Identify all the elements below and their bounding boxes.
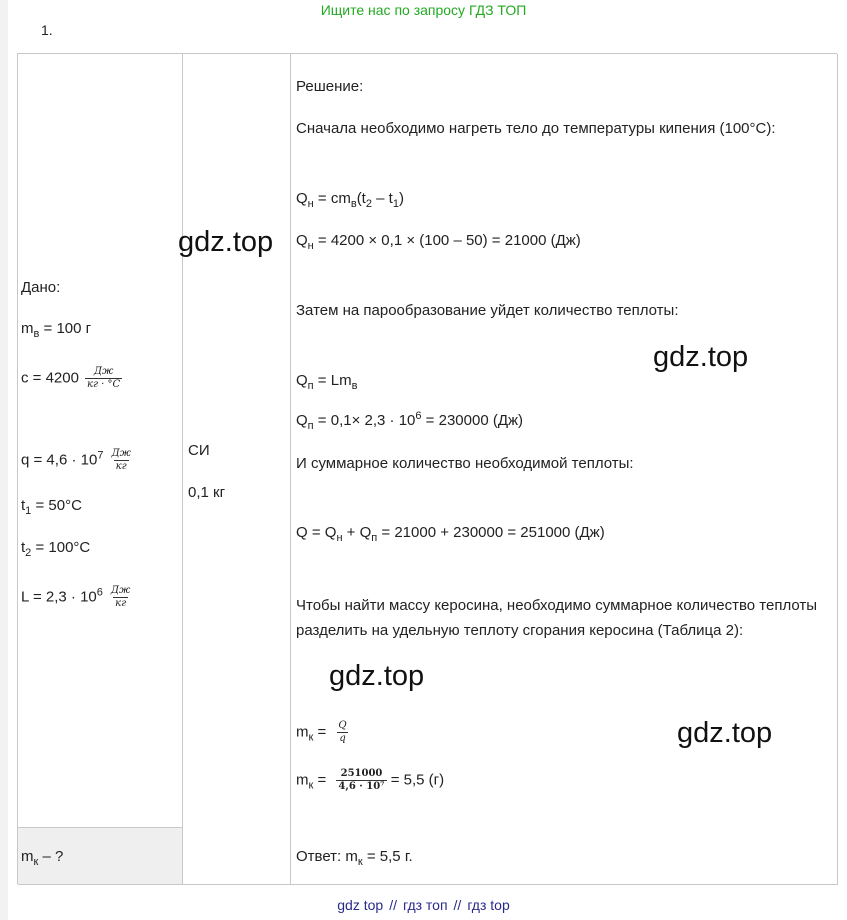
fraction: $\frac{Дж}{кг \cdot ^\circ C}$ — [86, 366, 121, 390]
find-unknown: $m_к$ – ? — [21, 848, 64, 868]
solution-cell — [291, 54, 838, 885]
footer-separator: // — [389, 897, 397, 913]
fraction: $\frac{Дж}{кг}$ — [111, 448, 131, 472]
watermark: gdz.top — [677, 717, 773, 749]
given-t1: $t_1 = 50^\circ C$ — [21, 497, 82, 517]
find-cell — [18, 828, 183, 885]
solution-step1: Сначала необходимо нагреть тело до температуры кипения (100°C): — [296, 120, 776, 137]
footer-links — [0, 897, 847, 913]
given-water-mass: $m_в = 100$ г — [21, 320, 92, 340]
fraction: $\frac{251000}{\text{4,6 · 10⁷}}$ — [338, 768, 385, 792]
formula-total-heat: $Q = Q_н + Q_п = 21000 + 230000 = 251000$ (Дж) — [296, 524, 605, 544]
given-t2: $t_2 = 100^\circ C$ — [21, 539, 91, 559]
formula-heating-value: $Q_н = 4200 \times 0,1 \times (100 - 50) = 21000$ (Дж) — [296, 232, 581, 252]
si-title: СИ — [188, 442, 210, 459]
item-number: 1. — [41, 22, 53, 38]
given-title: Дано: — [21, 279, 61, 296]
given-latent-heat: $L = 2,3 \cdot 10^6$ $\frac{Дж}{кг}$ — [21, 585, 131, 609]
fraction: $\frac{Q}{q}$ — [338, 720, 347, 744]
formula-vaporization-value: $Q_п = 0,1\times 2,3 \cdot 10^6 = 230000$ (Дж) — [296, 410, 524, 432]
fraction: $\frac{Дж}{кг}$ — [110, 585, 131, 609]
solution-title: Решение: — [296, 78, 364, 95]
footer-separator: // — [453, 897, 462, 913]
si-value: 0,1 кг — [188, 484, 226, 501]
given-heat-of-vaporization: $q = 4,6 \cdot 10^7$ $\frac{Дж}{кг}$ — [21, 448, 131, 472]
footer-link-gdz-top[interactable]: gdz top — [337, 897, 384, 913]
top-banner[interactable]: Ищите нас по запросу ГДЗ ТОП — [320, 2, 527, 18]
solution-step3: И суммарное количество необходимой теплоты: — [296, 455, 634, 472]
formula-mass-value: $m_к$ = $\frac{251000}{\text{4,6 · 10⁷}}$ = 5,5 (г) — [296, 768, 445, 792]
left-strip — [0, 0, 8, 920]
given-cell — [18, 54, 183, 828]
watermark: gdz.top — [653, 341, 749, 373]
footer-link-gdz-top-ru[interactable]: гдз топ — [402, 897, 448, 913]
solution-answer: Ответ: $m_к = 5,5$ г. — [296, 848, 413, 868]
given-specific-heat: c = 4200 $\frac{Дж}{кг \cdot ^\circ C}$ — [21, 366, 121, 390]
formula-heating-general: $Q_н = cm_в(t_2 - t_1)$ — [296, 190, 404, 210]
solution-step2: Затем на парообразование уйдет количество теплоты: — [296, 302, 679, 319]
formula-mass-general: $m_к$ = $\frac{Q}{q}$ — [296, 720, 347, 744]
watermark: gdz.top — [178, 226, 274, 258]
solution-step4: Чтобы найти массу керосина, необходимо суммарное количество теплоты разделить на удельную теплоту сгорания керосина (Таблица 2): — [296, 597, 818, 639]
si-cell — [183, 54, 291, 885]
formula-vaporization-general: $Q_п = Lm_в$ — [296, 372, 358, 392]
footer-link-gdz-top-mixed[interactable]: гдз top — [467, 897, 510, 913]
solution-table — [17, 53, 837, 884]
watermark: gdz.top — [329, 660, 425, 692]
